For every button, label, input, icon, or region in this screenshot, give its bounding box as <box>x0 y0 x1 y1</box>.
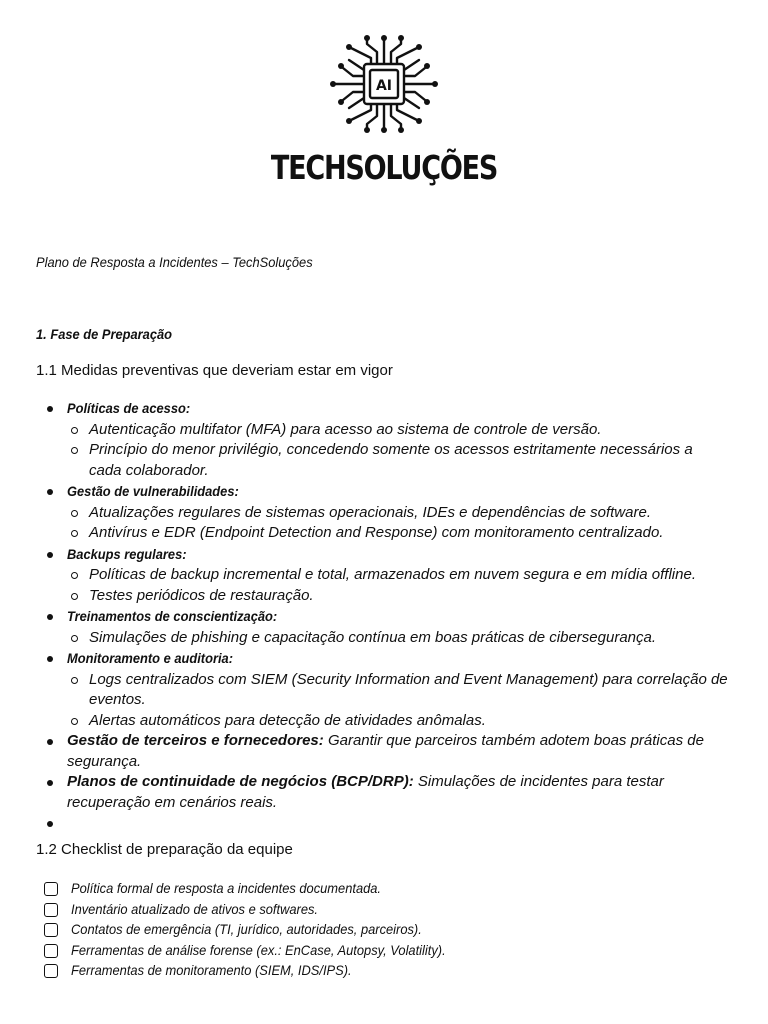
empty-list-item <box>0 813 768 834</box>
checkbox[interactable] <box>44 903 58 917</box>
checkbox[interactable] <box>44 923 58 937</box>
sub-list-item: Políticas de backup incremental e total, armazenados em nuvem segura e em mídia offline. <box>67 565 728 586</box>
sub-list <box>67 420 728 482</box>
sub-list <box>67 670 728 732</box>
list-item <box>0 731 768 772</box>
measure-category: Gestão de vulnerabilidades: <box>67 483 239 499</box>
checklist-label: Ferramentas de análise forense (ex.: EnCase, Autopsy, Volatility). <box>71 941 446 958</box>
sub-list-item: Autenticação multifator (MFA) para acesso ao sistema de controle de versão. <box>67 420 728 441</box>
sub-list-item: Princípio do menor privilégio, concedendo somente os acessos estritamente necessários a cada colaborador. <box>67 440 728 481</box>
measure-category: Planos de continuidade de negócios (BCP/DRP): <box>67 773 414 790</box>
checklist-label: Política formal de resposta a incidentes documentada. <box>71 880 382 896</box>
list-item <box>0 648 768 731</box>
checklist-label: Inventário atualizado de ativos e softwares. <box>71 900 319 917</box>
measure-category: Monitoramento e auditoria: <box>67 650 234 666</box>
sub-list-item: Antivírus e EDR (Endpoint Detection and Response) com monitoramento centralizado. <box>67 523 728 544</box>
list-item <box>0 606 768 648</box>
list-item <box>0 398 768 481</box>
checklist-item <box>0 919 768 940</box>
checklist-item <box>0 940 768 961</box>
sub-list <box>67 628 728 649</box>
checkbox[interactable] <box>44 964 58 978</box>
checkbox[interactable] <box>44 882 58 896</box>
measure-category: Políticas de acesso: <box>67 400 191 416</box>
subsection-heading-preventive: 1.1 Medidas preventivas que deveriam estar em vigor <box>36 362 393 379</box>
sub-list-item: Alertas automáticos para detecção de atividades anômalas. <box>67 711 728 732</box>
list-item <box>0 544 768 607</box>
subsection-heading-checklist: 1.2 Checklist de preparação da equipe <box>36 841 293 858</box>
checklist-label: Contatos de emergência (TI, jurídico, autoridades, parceiros). <box>71 921 422 937</box>
list-item <box>0 772 768 813</box>
ai-chip-icon <box>329 32 439 136</box>
sub-list <box>67 503 728 544</box>
sub-list-item: Atualizações regulares de sistemas operacionais, IDEs e dependências de software. <box>67 503 728 524</box>
preparation-checklist <box>0 878 768 981</box>
list-item <box>0 481 768 544</box>
preventive-measures-list <box>0 398 768 834</box>
measure-description: Simulações de incidentes para testar recuperação em cenários reais. <box>67 773 664 811</box>
measure-category: Backups regulares: <box>67 545 187 562</box>
brand-name: TECHSOLUÇÕES <box>270 148 498 187</box>
sub-list-item: Testes periódicos de restauração. <box>67 586 728 607</box>
sub-list-item: Simulações de phishing e capacitação contínua em boas práticas de cibersegurança. <box>67 628 728 649</box>
sub-list <box>67 565 728 606</box>
document-title: Plano de Resposta a Incidentes – TechSoluções <box>36 254 313 270</box>
measure-category: Gestão de terceiros e fornecedores: <box>67 732 324 749</box>
checklist-item <box>0 899 768 920</box>
checklist-item <box>0 960 768 981</box>
logo-text: AI <box>375 78 393 94</box>
measure-category: Treinamentos de conscientização: <box>67 608 278 624</box>
section-heading: 1. Fase de Preparação <box>36 326 173 342</box>
measure-description: Garantir que parceiros também adotem boas práticas de segurança. <box>67 732 704 770</box>
checklist-label: Ferramentas de monitoramento (SIEM, IDS/IPS). <box>71 962 352 978</box>
checklist-item <box>0 878 768 899</box>
checkbox[interactable] <box>44 944 58 958</box>
sub-list-item: Logs centralizados com SIEM (Security Information and Event Management) para correlação de eventos. <box>67 670 728 711</box>
